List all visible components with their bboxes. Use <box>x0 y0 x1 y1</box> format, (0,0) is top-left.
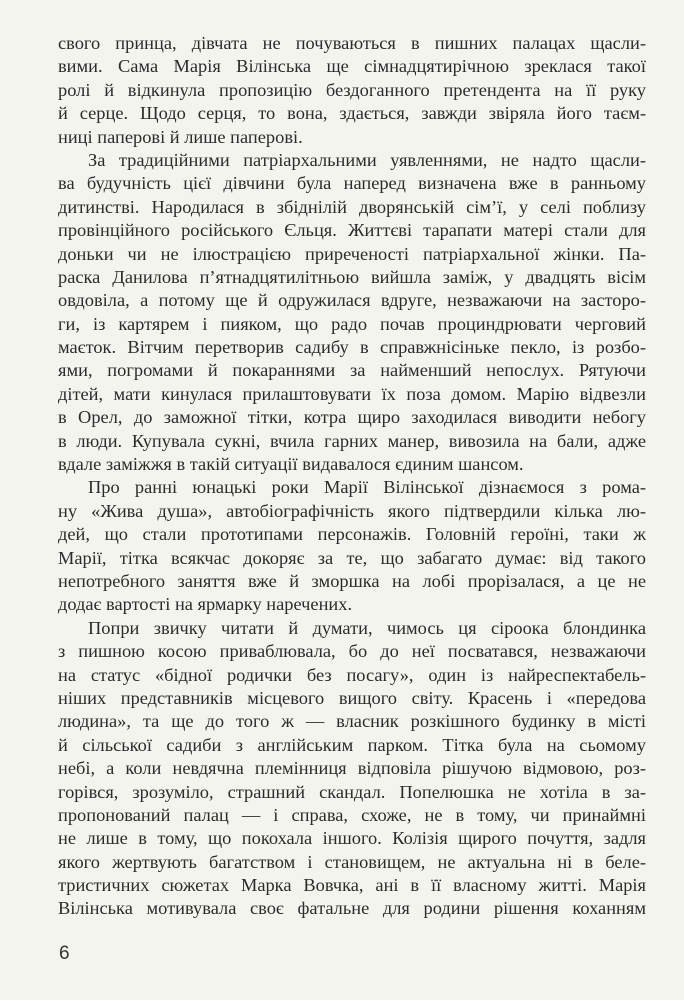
text-line: з пишною косою приваблювала, бо до неї посватався, незважаючи <box>58 641 646 662</box>
text-line: маєток. Вітчим перетворив садибу в справжнісіньке пекло, із розбо- <box>58 337 646 358</box>
text-line: додає вартості на ярмарку наречених. <box>58 594 353 615</box>
text-line: Про ранні юнацькі роки Марії Вілінської дізнаємося з рома- <box>88 477 646 498</box>
text-line: дітей, мати кинулася прилаштовувати їх поза домом. Марію відвезли <box>58 383 646 404</box>
text-line: дитинстві. Народилася в збіднілій дворянській сім’ї, у селі поблизу <box>58 196 646 217</box>
text-line: тристичних сюжетах Марка Вовчка, ані в її власному житті. Марія <box>58 875 646 896</box>
paragraph <box>58 617 646 921</box>
text-line: ніших представників місцевого вищого світу. Красень і «передова <box>58 687 646 708</box>
text-line: ролі й відкинула пропозицію бездоганного претендента на її руку <box>58 79 646 100</box>
text-line: ну «Жива душа», автобіографічність якого підтвердили кілька лю- <box>58 500 646 521</box>
text-line: доньки чи не ілюстрацією приреченості патріархальної жінки. Па- <box>58 243 646 264</box>
text-line: овдовіла, а потому ще й одружилася вдруге, незважаючи на засторо- <box>58 290 646 311</box>
text-line: якого жертвують багатством і становищем, не актуальна ні в беле- <box>58 851 646 872</box>
text-line: свого принца, дівчата не почуваються в пишних палацах щасли- <box>58 33 646 53</box>
text-line: пропонований палац — і справа, схоже, не в тому, чи принаймні <box>58 804 646 825</box>
text-line: вими. Сама Марія Вілінська ще сімнадцятирічною зреклася такої <box>58 56 646 77</box>
text-line: небі, а коли невдячна племінниця відповіла рішучою відмовою, роз- <box>58 758 646 779</box>
text-line: вдале заміжжя в такій ситуації видавалося єдиним шансом. <box>58 454 524 475</box>
text-line: на статус «бідної родички без посагу», один із найреспектабель- <box>58 664 646 685</box>
text-line: Марії, тітка всякчас докоряє за те, що забагато думає: від такого <box>58 547 646 568</box>
text-line: ниці паперові й лише паперові. <box>58 126 303 147</box>
text-line: непотребного заняття вже й зморшка на лобі прорізалася, а це не <box>58 570 646 591</box>
paragraph <box>58 32 646 149</box>
text-line: провінційного російського Єльця. Життєві тарапати матері стали для <box>58 220 646 241</box>
text-line: горівся, зрозуміло, страшний скандал. Попелюшка не хотіла в за- <box>58 781 646 802</box>
text-line: За традиційними патріархальними уявленнями, не надто щасли- <box>88 149 646 170</box>
text-line: людина», та ще до того ж — власник розкішного будинку в місті <box>58 711 646 732</box>
text-line: й серце. Щодо серця, то вона, здається, завжди звіряла його таєм- <box>58 103 646 124</box>
text-line: дей, що стали прототипами персонажів. Головній героїні, таки ж <box>58 524 646 545</box>
paragraph <box>58 149 646 476</box>
body-text <box>58 32 646 921</box>
text-line: в Орел, до заможної тітки, котра щиро заходилася виводити небогу <box>58 407 646 428</box>
text-line: ва будучність цієї дівчини була наперед визначена вже в ранньому <box>58 173 646 194</box>
text-line: не лише в тому, що покохала іншого. Колізія щирого почуття, задля <box>58 828 646 849</box>
text-line: Попри звичку читати й думати, чимось ця сіроока блондинка <box>88 617 646 638</box>
text-line: в люди. Купувала сукні, вчила гарних манер, вивозила на бали, адже <box>58 430 646 451</box>
text-line: ями, погромами й покараннями за найменший непослух. Рятуючи <box>58 360 646 381</box>
text-line: Вілінська мотивувала своє фатальне для родини рішення коханням <box>58 898 646 919</box>
text-line: й сільської садиби з англійським парком. Тітка була на сьомому <box>58 734 646 755</box>
paragraph <box>58 476 646 616</box>
page-number: 6 <box>59 943 70 964</box>
text-line: раска Данилова п’ятнадцятилітньою вийшла заміж, у двадцять вісім <box>58 266 646 287</box>
text-line: ги, із картярем і пияком, що радо почав проциндрювати черговий <box>58 313 646 334</box>
